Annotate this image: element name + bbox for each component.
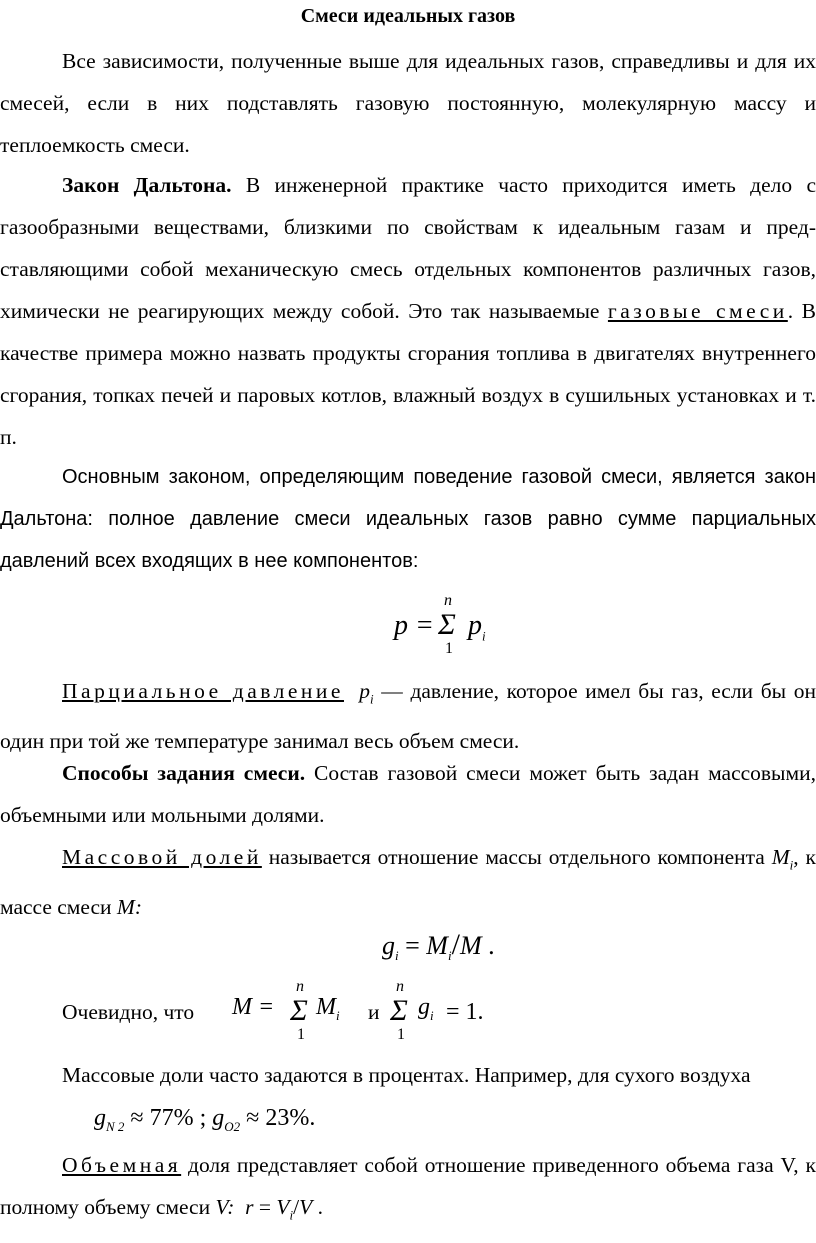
partial-pressure-text: — давление, которое имел бы газ, если бы он один при той же температуре занимал весь объем смеси. — [0, 679, 816, 754]
eq4-rhs: = 1. — [446, 999, 484, 1025]
g-o2-symbol: g — [212, 1105, 225, 1131]
eq2-equals: = — [398, 931, 427, 960]
eq2-g: g — [382, 931, 395, 960]
mass-fraction-paragraph — [0, 836, 816, 928]
mass-component-symbol: $M_i$ — [771, 845, 794, 873]
mixture-volume-symbol: V: — [215, 1195, 235, 1219]
eq3-upper-limit: n — [296, 978, 304, 995]
end-dot: . — [309, 1105, 316, 1131]
sum-icon: Σ — [290, 994, 308, 1027]
eq4-lower-limit: 1 — [397, 1026, 405, 1043]
air-fractions: $g_{N 2} \approx 77\%$ ; $g_{O2} \approx 23\%$. — [94, 1105, 316, 1134]
eq3-term: $M_i$ — [316, 994, 340, 1023]
r-symbol: r — [245, 1195, 254, 1219]
eq1-rhs: $p_i$ — [468, 610, 486, 644]
and-word: и — [368, 1000, 380, 1024]
dalton-law-paragraph — [0, 164, 816, 458]
mixture-mass-symbol: M: — [116, 895, 142, 920]
composition-paragraph — [0, 752, 816, 836]
eq2-dot: . — [481, 931, 495, 960]
volume-fraction-paragraph: Объемная доля представляет собой отношение приведенного объема газа V, к полному объему смеси V: $r = V_i/V$ . — [0, 1153, 816, 1223]
r-dot: . — [312, 1195, 324, 1219]
separator: ; — [193, 1105, 213, 1131]
eq2-slash: / — [451, 928, 460, 961]
n2-value: ≈ 77% — [124, 1105, 194, 1131]
r-equals: = — [253, 1195, 277, 1219]
gas-mixture-term: газовые смеси — [607, 299, 788, 323]
eq2-M2: M — [459, 931, 482, 960]
dalton-statement-paragraph: Основным законом, определяющим поведение газовой смеси, является закон Дальтона: полное давление смеси идеальных газов равно сумме парциальных давлений всех входящих в нее компонентов: — [0, 466, 816, 572]
mass-fraction-term: Массовой долей — [62, 845, 262, 869]
dalton-heading: Закон Дальтона. — [62, 173, 232, 197]
mass-fraction-text2: , к массе смеси — [0, 845, 816, 920]
composition-heading: Способы задания смеси. — [62, 761, 306, 785]
eq1-lhs: p = — [394, 610, 434, 641]
eq4-term: $g_i$ — [418, 994, 434, 1023]
v2-symbol: V — [299, 1195, 313, 1219]
partial-pressure-paragraph — [0, 670, 816, 762]
eq3-lhs: M = — [232, 994, 275, 1020]
page-title: Смеси идеальных газов — [300, 5, 516, 27]
composition-text: Состав газовой смеси может быть задан массовыми, объемными или мольными долями. — [0, 761, 816, 827]
equation-mass-fraction: $g_i = M_i/M$ . — [382, 928, 495, 964]
r-slash: / — [293, 1195, 300, 1219]
sum-icon: Σ — [390, 994, 408, 1027]
partial-pressure-symbol: $p_i$ — [359, 679, 374, 707]
eq3-lower-limit: 1 — [297, 1026, 305, 1043]
sum-icon: Σ — [438, 608, 456, 641]
intro-paragraph: Все зависимости, полученные выше для идеальных газов, справедливы и для их смесей, если в них подставлять газовую постоянную, молекулярную массу и теплоемкость смеси. — [0, 49, 816, 157]
eq1-upper-limit: n — [444, 592, 452, 609]
eq1-lower-limit: 1 — [445, 640, 453, 657]
eq4-upper-limit: n — [396, 978, 404, 995]
eq2-M: M — [426, 931, 448, 960]
obvious-lead: Очевидно, что — [62, 1000, 195, 1024]
o2-value: ≈ 23% — [240, 1105, 310, 1131]
volume-fraction-term: Объемная — [62, 1153, 182, 1177]
partial-pressure-term: Парциальное давление — [62, 679, 344, 703]
dalton-text: В инженерной практике часто приходится иметь дело с газообразными веществами, близкими по свойствам к идеальным газам и пред-ставляющими собой механическую смесь отдельных компонентов различных газов, химически не реагирующих между собой. Это так называемые — [0, 173, 816, 323]
v-symbol: V — [276, 1195, 290, 1219]
air-example-text: Массовые доли часто задаются в процентах. Например, для сухого воздуха — [62, 1063, 751, 1087]
g-n2-symbol: g — [94, 1105, 106, 1131]
mass-fraction-text: называется отношение массы отдельного компонента — [261, 845, 772, 869]
volume-fraction-text: доля представляет собой отношение приведенного объема газа V, к полному объему смеси — [0, 1153, 816, 1219]
dalton-tail: . В качестве примера можно назвать продукты сгорания топлива в двигателях внутреннего сгорания, топках печей и паровых котлов, влажный воздух в сушильных установках и т. п. — [0, 299, 816, 449]
